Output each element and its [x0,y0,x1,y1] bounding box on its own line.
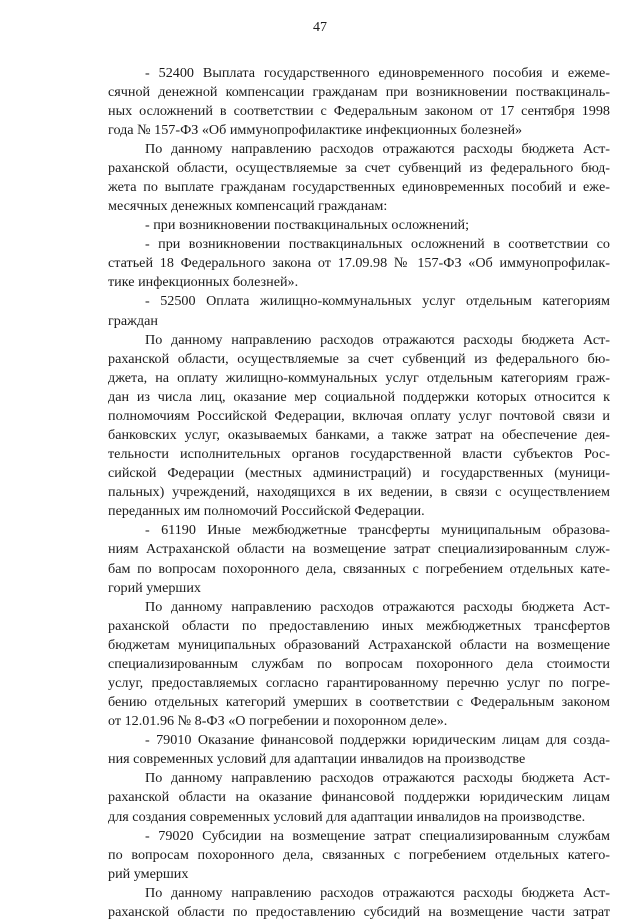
text-line: ния современных условий для адаптации инвалидов на производстве [108,750,610,769]
text-line: от 12.01.96 № 8-ФЗ «О погребении и похоронном деле». [108,712,610,731]
text-line: По данному направлению расходов отражаются расходы бюджета Аст- [108,331,610,350]
page-number: 47 [0,20,640,36]
text-line: дан из числа лиц, оказание мер социальной поддержки которых относится к [108,388,610,407]
text-line: для создания современных условий для адаптации инвалидов на производстве. [108,808,610,827]
paragraph [108,827,610,884]
text-line: По данному направлению расходов отражаются расходы бюджета Аст- [108,140,610,159]
document-body [108,64,610,922]
text-line: раханской области на оказание финансовой поддержки юридическим лицам [108,788,610,807]
text-line: тельности исполнительных органов государственной власти субъектов Рос- [108,445,610,464]
text-line: - 61190 Иные межбюджетные трансферты муниципальным образова- [108,521,610,540]
paragraph [108,64,610,140]
text-line: - 52500 Оплата жилищно-коммунальных услуг отдельным категориям [108,292,610,311]
text-line: бюджетам муниципальных образований Астраханской области на возмещение [108,636,610,655]
text-line: бению отдельных категорий умерших в соответствии с Федеральным законом [108,693,610,712]
paragraph [108,598,610,732]
text-line: сийской Федерации (местных администраций) и государственных (муници- [108,464,610,483]
text-line: - 52400 Выплата государственного единовременного пособия и ежеме- [108,64,610,83]
text-line: джета, на оплату жилищно-коммунальных услуг отдельным категориям граж- [108,369,610,388]
text-line: месячных денежных компенсаций гражданам: [108,197,610,216]
paragraph [108,331,610,522]
text-line: пальных) учреждений, находящихся в их ведении, в связи с осуществлением [108,483,610,502]
paragraph [108,140,610,216]
text-line: переданных им полномочий Российской Федерации. [108,502,610,521]
text-line: статьей 18 Федерального закона от 17.09.98 № 157-ФЗ «Об иммунопрофилак- [108,254,610,273]
text-line: - 79010 Оказание финансовой поддержки юридическим лицам для созда- [108,731,610,750]
text-line: граждан [108,312,610,331]
text-line: ных осложнений в соответствии с Федеральным законом от 17 сентября 1998 [108,102,610,121]
text-line: услуг, предоставляемых согласно гарантированному перечню услуг по погре- [108,674,610,693]
paragraph [108,731,610,769]
text-line: раханской области, осуществляемые за счет субвенций из федерального бю- [108,350,610,369]
text-line: - 79020 Субсидии на возмещение затрат специализированным службам [108,827,610,846]
text-line: - при возникновении поствакцинальных осложнений; [108,216,610,235]
text-line: - при возникновении поствакцинальных осложнений в соответствии со [108,235,610,254]
paragraph [108,521,610,597]
paragraph [108,292,610,330]
text-line: полномочиям Российской Федерации, включая оплату услуг почтовой связи и [108,407,610,426]
text-line: жета по выплате гражданам государственных единовременных пособий и ежe- [108,178,610,197]
text-line: банковских услуг, оказываемых банками, а также затрат на обеспечение дея- [108,426,610,445]
paragraph [108,235,610,292]
text-line: раханской области по предоставлению иных межбюджетных трансфертов [108,617,610,636]
paragraph [108,884,610,922]
text-line: специализированным службам по вопросам похоронного дела стоимости [108,655,610,674]
text-line: тике инфекционных болезней». [108,273,610,292]
text-line: по вопросам похоронного дела, связанных с погребением отдельных катего- [108,846,610,865]
text-line: года № 157-ФЗ «Об иммунопрофилактике инфекционных болезней» [108,121,610,140]
text-line: бам по вопросам похоронного дела, связанных с погребением отдельных кате- [108,560,610,579]
text-line: горий умерших [108,579,610,598]
text-line: По данному направлению расходов отражаются расходы бюджета Аст- [108,769,610,788]
paragraph [108,769,610,826]
paragraph [108,216,610,235]
text-line: рий умерших [108,865,610,884]
text-line: сячной денежной компенсации гражданам при возникновении поствакциналь- [108,83,610,102]
text-line: раханской области по предоставлению субсидий на возмещение части затрат [108,903,610,922]
text-line: По данному направлению расходов отражаются расходы бюджета Аст- [108,598,610,617]
text-line: ниям Астраханской области на возмещение затрат специализированным служ- [108,540,610,559]
text-line: раханской области, осуществляемые за счет субвенций из федерального бюд- [108,159,610,178]
text-line: По данному направлению расходов отражаются расходы бюджета Аст- [108,884,610,903]
